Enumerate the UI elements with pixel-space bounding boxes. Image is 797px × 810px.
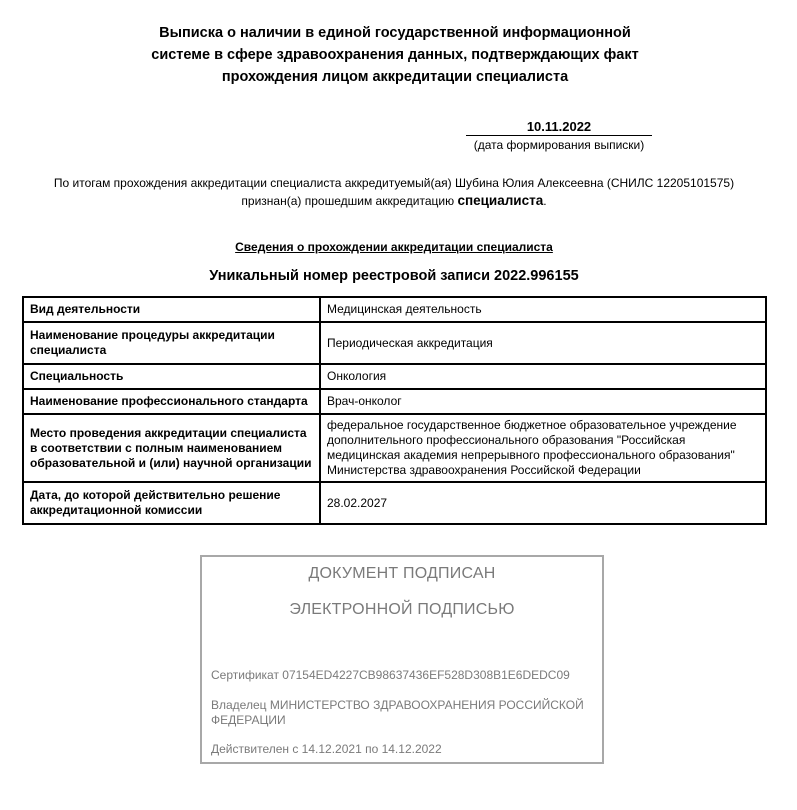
date-block [466, 118, 652, 153]
row-value: Периодическая аккредитация [320, 322, 766, 364]
table-row [23, 389, 766, 414]
row-value: Медицинская деятельность [320, 297, 766, 322]
row-value: федеральное государственное бюджетное образовательное учреждение дополнительного профессионального образования "Российская медицинская академия непрерывного профессионального образования" Министерства здравоохранения Российской Федерации [320, 414, 766, 482]
stamp-validity: Действителен с 14.12.2021 по 14.12.2022 [211, 742, 442, 756]
title-line-1: Выписка о наличии в единой государственной информационной [159, 25, 631, 41]
table-row [23, 414, 766, 482]
section-title: Сведения о прохождении аккредитации специалиста [235, 240, 553, 254]
table-row [23, 482, 766, 524]
table-row [23, 322, 766, 364]
issue-date-caption: (дата формирования выписки) [473, 138, 645, 152]
intro-qualification: специалиста [457, 193, 544, 208]
stamp-line-2: ЭЛЕКТРОННОЙ ПОДПИСЬЮ [289, 601, 515, 618]
intro-paragraph [20, 175, 768, 210]
registry-number: Уникальный номер реестровой записи 2022.996155 [209, 268, 579, 284]
intro-line-2 [20, 192, 768, 210]
intro-line-2-suffix: . [543, 194, 547, 208]
intro-line-1: По итогам прохождения аккредитации специалиста аккредитуемый(ая) Шубина Юлия Алексеевна (СНИЛС 12205101575) [53, 176, 735, 190]
table-row [23, 364, 766, 389]
table-row [23, 297, 766, 322]
row-label: Наименование профессионального стандарта [23, 389, 320, 414]
stamp-certificate: Сертификат 07154ED4227CB98637436EF528D308B1E6DEDC09 [211, 668, 570, 682]
issue-date: 10.11.2022 [466, 118, 652, 136]
stamp-owner: Владелец МИНИСТЕРСТВО ЗДРАВООХРАНЕНИЯ РОССИЙСКОЙ ФЕДЕРАЦИИ [211, 698, 584, 727]
document-title [90, 22, 700, 88]
intro-line-2-prefix: признан(а) прошедшим аккредитацию [241, 194, 458, 208]
stamp-line-1: ДОКУМЕНТ ПОДПИСАН [308, 565, 496, 582]
title-line-2: системе в сфере здравоохранения данных, подтверждающих факт [151, 47, 639, 63]
row-label: Специальность [23, 364, 320, 389]
row-label: Место проведения аккредитации специалиста в соответствии с полным наименованием образовательной и (или) научной организации [23, 414, 320, 482]
accreditation-table [22, 296, 767, 525]
title-line-3: прохождения лицом аккредитации специалиста [221, 69, 569, 85]
row-label: Наименование процедуры аккредитации специалиста [23, 322, 320, 364]
row-value: Онкология [320, 364, 766, 389]
row-label: Вид деятельности [23, 297, 320, 322]
row-value: Врач-онколог [320, 389, 766, 414]
electronic-signature-stamp [200, 555, 604, 764]
row-value: 28.02.2027 [320, 482, 766, 524]
row-label: Дата, до которой действительно решение аккредитационной комиссии [23, 482, 320, 524]
